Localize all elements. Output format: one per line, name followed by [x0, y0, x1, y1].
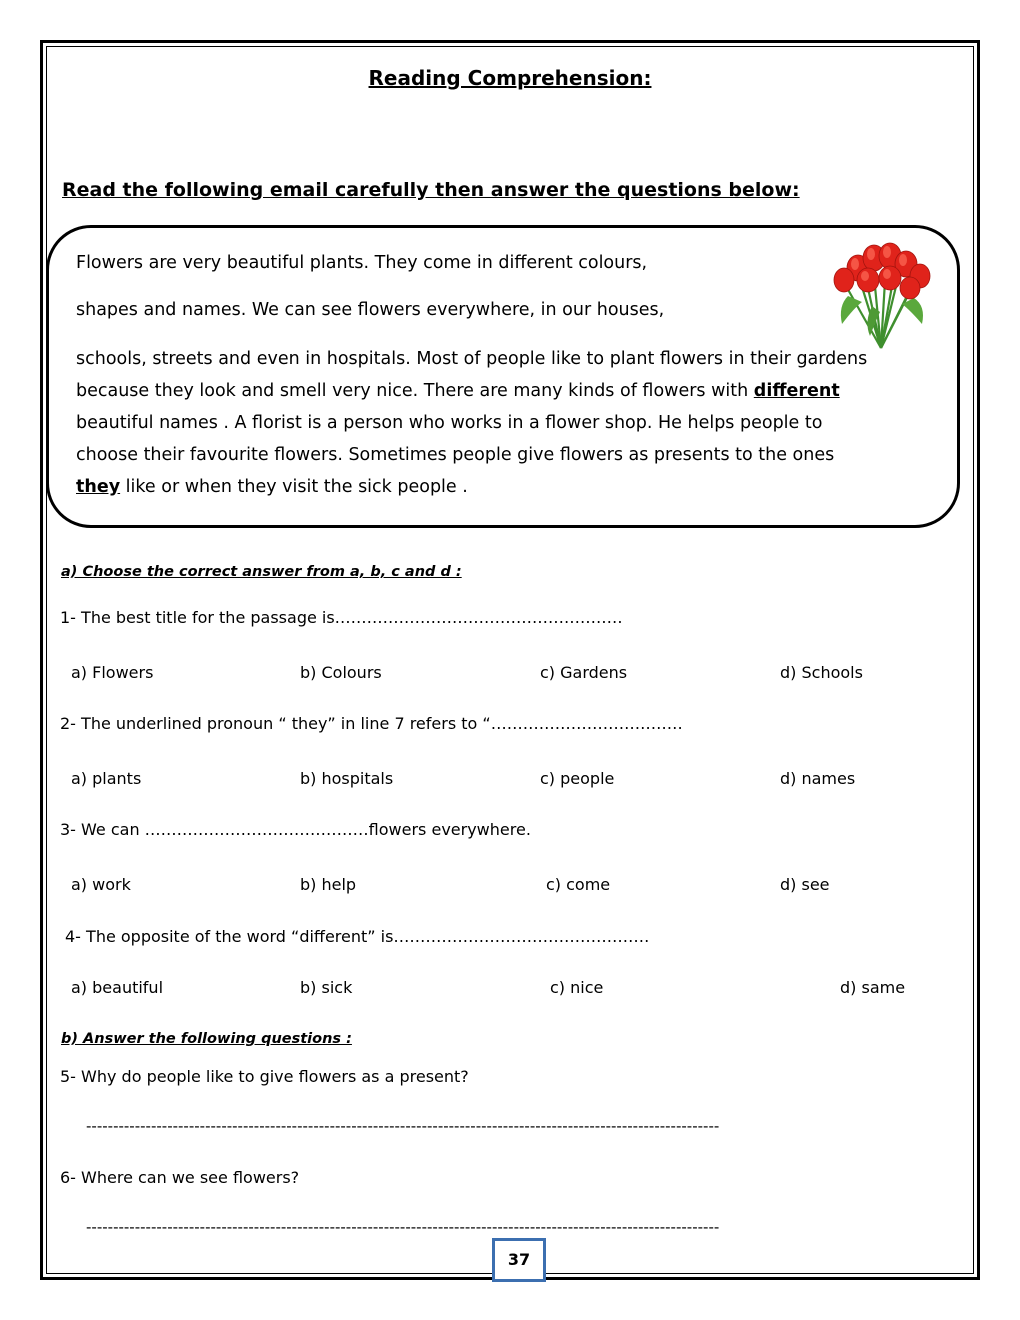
instruction: Read the following email carefully then answer the questions below: — [62, 179, 800, 201]
passage-line-4-text: because they look and smell very nice. There are many kinds of flowers with — [76, 381, 754, 401]
page-title: Reading Comprehension: — [368, 66, 652, 90]
q1-option-b: b) Colours — [300, 663, 382, 682]
passage-line-3: schools, streets and even in hospitals. Most of people like to plant flowers in their gardens — [76, 349, 868, 369]
q4-option-a: a) beautiful — [71, 978, 164, 997]
passage-line-1: Flowers are very beautiful plants. They come in different colours, — [76, 253, 648, 273]
q4-option-b: b) sick — [300, 978, 353, 997]
q2-option-b: b) hospitals — [300, 769, 394, 788]
flower-bouquet-image — [828, 236, 934, 352]
q4-option-c: c) nice — [550, 978, 604, 997]
q1-option-a: a) Flowers — [71, 663, 154, 682]
passage-line-6: choose their favourite flowers. Sometimes people give flowers as presents to the ones — [76, 445, 835, 465]
q1-option-d: d) Schools — [780, 663, 863, 682]
q1-option-c: c) Gardens — [540, 663, 628, 682]
passage-line-5: beautiful names . A florist is a person who works in a flower shop. He helps people to — [76, 413, 823, 433]
section-a-heading: a) Choose the correct answer from a, b, c and d : — [61, 564, 462, 580]
q3-option-d: d) see — [780, 875, 830, 894]
q3-option-a: a) work — [71, 875, 131, 894]
q3-option-c: c) come — [546, 875, 611, 894]
question-2: 2- The underlined pronoun “ they” in line 7 refers to “……………………………… — [60, 714, 683, 733]
passage-line-7 — [76, 477, 468, 497]
q2-option-a: a) plants — [71, 769, 142, 788]
answer-line-5[interactable]: --------------------------------------------------------------------------------------------------------------------- — [86, 1117, 720, 1135]
section-b-heading: b) Answer the following questions : — [61, 1031, 352, 1047]
answer-line-6[interactable]: --------------------------------------------------------------------------------------------------------------------- — [86, 1218, 720, 1236]
underlined-word-different: different — [753, 381, 840, 401]
passage-line-4 — [76, 381, 840, 401]
passage-line-2: shapes and names. We can see flowers everywhere, in our houses, — [76, 300, 665, 320]
q3-option-b: b) help — [300, 875, 357, 894]
q4-option-d: d) same — [840, 978, 906, 997]
underlined-word-they: they — [76, 477, 121, 497]
question-5: 5- Why do people like to give flowers as a present? — [60, 1067, 469, 1086]
question-4: 4- The opposite of the word “different” is………………………………………… — [65, 927, 650, 946]
passage-line-7-text: like or when they visit the sick people . — [120, 477, 468, 497]
page-number: 37 — [492, 1238, 546, 1282]
q2-option-d: d) names — [780, 769, 856, 788]
q2-option-c: c) people — [540, 769, 615, 788]
question-1: 1- The best title for the passage is……………………………………………… — [60, 608, 623, 627]
question-6: 6- Where can we see flowers? — [60, 1168, 300, 1187]
question-3: 3- We can ……………………………………flowers everywhere. — [60, 820, 531, 839]
